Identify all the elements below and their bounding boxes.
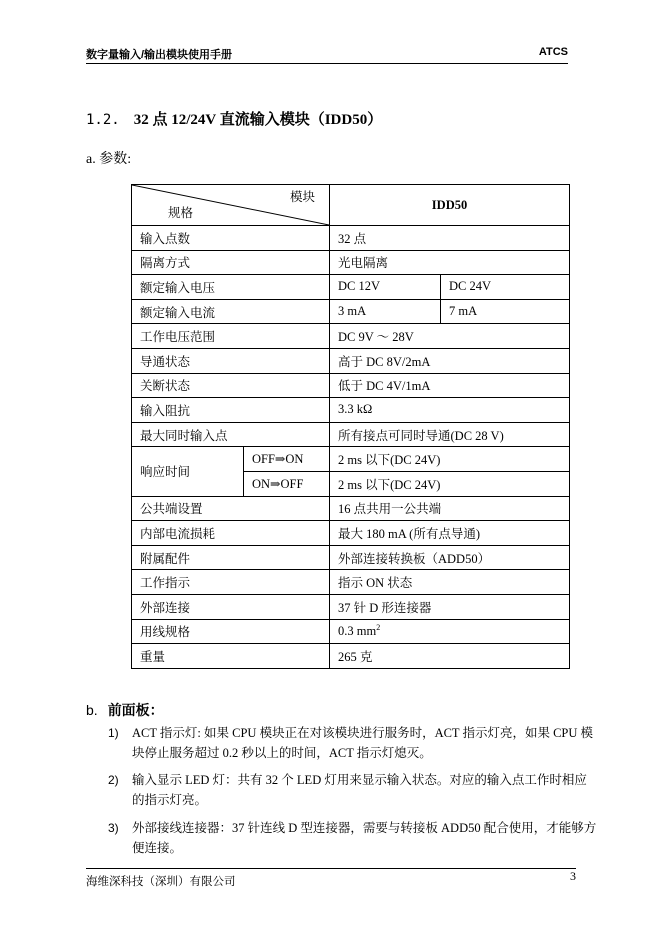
row-value: 低于 DC 4V/1mA — [330, 373, 570, 398]
item-number: 3) — [108, 821, 119, 835]
diagonal-header-cell — [132, 185, 330, 226]
table-row — [132, 594, 570, 619]
row-value: 最大 180 mA (所有点导通) — [330, 521, 570, 546]
front-panel-heading — [86, 700, 164, 720]
row-value: 3.3 kΩ — [330, 398, 570, 423]
table-row — [132, 619, 570, 644]
page-footer — [86, 868, 576, 888]
header-spec-label: 规格 — [168, 206, 194, 220]
table-header-row — [132, 185, 570, 226]
row-label: 输入点数 — [132, 226, 330, 251]
row-value: 所有接点可同时导通(DC 28 V) — [330, 422, 570, 447]
item-text: 输入显示 LED 灯：共有 32 个 LED 灯用来显示输入状态。对应的输入点工作时相应的指示灯亮。 — [132, 773, 587, 807]
section-heading — [86, 108, 382, 129]
table-row — [132, 226, 570, 251]
table-row — [132, 250, 570, 275]
row-value: 外部连接转换板（ADD50） — [330, 545, 570, 570]
row-label: 公共端设置 — [132, 496, 330, 521]
row-label: 外部连接 — [132, 594, 330, 619]
params-heading: a. 参数: — [86, 152, 132, 167]
row-label: 关断状态 — [132, 373, 330, 398]
list-item — [108, 770, 598, 810]
row-label: 用线规格 — [132, 619, 330, 644]
table-row — [132, 521, 570, 546]
page-header — [86, 45, 568, 64]
row-sublabel: OFF⇒ON — [244, 447, 330, 472]
row-value: 高于 DC 8V/2mA — [330, 348, 570, 373]
row-label: 重量 — [132, 644, 330, 669]
row-value: DC 12V — [330, 275, 441, 300]
row-label: 工作电压范围 — [132, 324, 330, 349]
row-label: 隔离方式 — [132, 250, 330, 275]
header-module-label: 模块 — [289, 190, 315, 204]
row-label: 内部电流损耗 — [132, 521, 330, 546]
table-row — [132, 324, 570, 349]
table-row — [132, 348, 570, 373]
section-title: 32 点 12/24V 直流输入模块（IDD50） — [133, 112, 383, 128]
section-number: 1.2. — [86, 112, 120, 128]
row-label: 最大同时输入点 — [132, 422, 330, 447]
row-value: DC 9V ～ 28V — [330, 324, 570, 349]
item-text: ACT 指示灯: 如果 CPU 模块正在对该模块进行服务时，ACT 指示灯亮，如果 CPU 模块停止服务超过 0.2 秒以上的时间，ACT 指示灯熄灭。 — [132, 726, 594, 760]
table-row — [132, 299, 570, 324]
row-value — [330, 619, 570, 644]
row-value: 指示 ON 状态 — [330, 570, 570, 595]
row-label: 额定输入电流 — [132, 299, 330, 324]
list-item — [108, 723, 598, 763]
list-item — [108, 818, 598, 858]
row-value: 3 mA — [330, 299, 441, 324]
company-name: 海维深科技（深圳）有限公司 — [86, 876, 236, 888]
spec-table — [131, 184, 570, 669]
item-text: 外部接线连接器：37 针连线 D 型连接器，需要与转接板 ADD50 配合使用，才能够方便连接。 — [132, 821, 597, 855]
wire-size: 0.3 mm — [338, 624, 377, 639]
table-row — [132, 373, 570, 398]
row-label: 导通状态 — [132, 348, 330, 373]
row-value: DC 24V — [441, 275, 570, 300]
row-value: 32 点 — [330, 226, 570, 251]
row-sublabel: ON⇒OFF — [244, 471, 330, 496]
row-label: 附属配件 — [132, 545, 330, 570]
row-value: 16 点共用一公共端 — [330, 496, 570, 521]
row-label: 额定输入电压 — [132, 275, 330, 300]
table-row — [132, 545, 570, 570]
table-row — [132, 398, 570, 423]
table-row — [132, 570, 570, 595]
superscript: 2 — [376, 623, 381, 633]
row-label: 响应时间 — [132, 447, 244, 496]
model-name: IDD50 — [330, 185, 570, 226]
table-row — [132, 422, 570, 447]
table-row — [132, 447, 570, 472]
front-panel-title: 前面板： — [107, 704, 164, 719]
row-value: 2 ms 以下(DC 24V) — [330, 471, 570, 496]
brand-name: ATCS — [538, 46, 568, 58]
table-row — [132, 275, 570, 300]
page-number: 3 — [570, 869, 576, 883]
row-label: 输入阻抗 — [132, 398, 330, 423]
table-row — [132, 496, 570, 521]
front-panel-label: b. — [86, 702, 98, 718]
row-value: 7 mA — [441, 299, 570, 324]
row-label: 工作指示 — [132, 570, 330, 595]
row-value: 2 ms 以下(DC 24V) — [330, 447, 570, 472]
manual-title: 数字量输入/输出模块使用手册 — [86, 49, 233, 61]
row-value: 光电隔离 — [330, 250, 570, 275]
row-value: 37 针 D 形连接器 — [330, 594, 570, 619]
table-row — [132, 644, 570, 669]
row-value: 265 克 — [330, 644, 570, 669]
item-number: 1) — [108, 726, 119, 740]
item-number: 2) — [108, 773, 119, 787]
